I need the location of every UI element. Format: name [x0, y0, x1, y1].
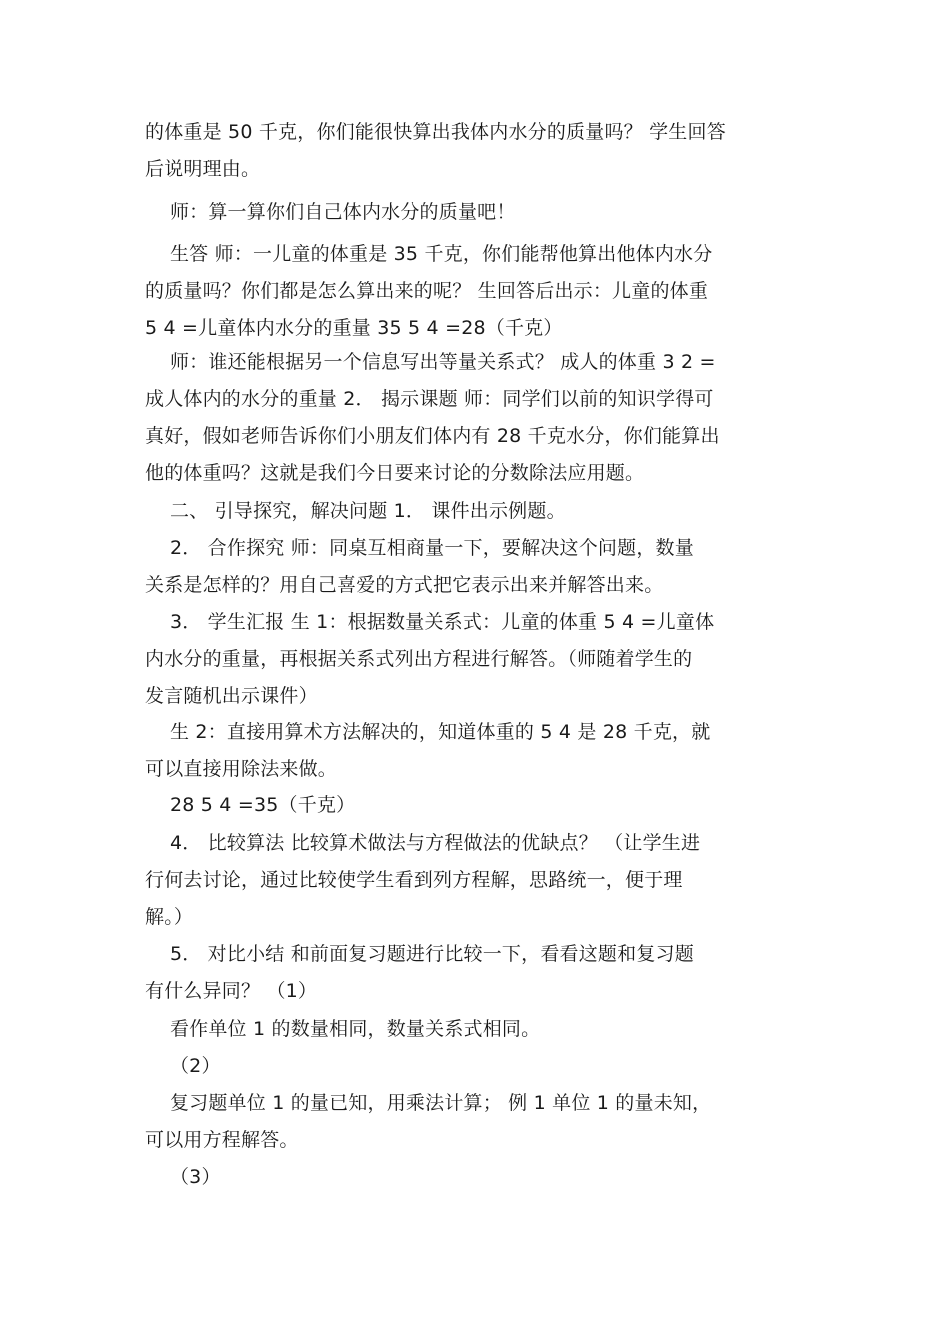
text-line: 行何去讨论，通过比较使学生看到列方程解，思路统一，便于理: [145, 869, 683, 891]
text-line: 有什么异同？ （1）: [145, 980, 318, 1002]
text-line: 看作单位 1 的数量相同，数量关系式相同。: [145, 1018, 541, 1040]
text-line: 5 4 =儿童体内水分的重量 35 5 4 =28（千克）: [145, 317, 563, 339]
text-line: 可以用方程解答。: [145, 1129, 299, 1151]
text-line: 生答 师：一儿童的体重是 35 千克，你们能帮他算出他体内水分: [145, 243, 713, 265]
text-line: （2）: [145, 1055, 221, 1077]
text-line: 复习题单位 1 的量已知，用乘法计算； 例 1 单位 1 的量未知，: [145, 1092, 712, 1114]
text-line: 3． 学生汇报 生 1：根据数量关系式：儿童的体重 5 4 =儿童体: [145, 611, 715, 633]
text-line: （3）: [145, 1166, 221, 1188]
text-line: 后说明理由。: [145, 158, 261, 180]
text-line: 的质量吗？你们都是怎么算出来的呢？ 生回答后出示：儿童的体重: [145, 280, 709, 302]
text-line: 二、 引导探究，解决问题 1． 课件出示例题。: [145, 500, 566, 522]
text-line: 4． 比较算法 比较算术做法与方程做法的优缺点？ （让学生进: [145, 832, 701, 854]
text-line: 成人体内的水分的重量 2． 揭示课题 师：同学们以前的知识学得可: [145, 388, 714, 410]
text-line: 5． 对比小结 和前面复习题进行比较一下，看看这题和复习题: [145, 943, 694, 965]
text-line: 内水分的重量，再根据关系式列出方程进行解答。（师随着学生的: [145, 648, 693, 670]
text-line: 关系是怎样的？用自己喜爱的方式把它表示出来并解答出来。: [145, 574, 664, 596]
text-line: 真好，假如老师告诉你们小朋友们体内有 28 千克水分，你们能算出: [145, 425, 720, 447]
text-line: 发言随机出示课件）: [145, 685, 318, 707]
text-line: 生 2：直接用算术方法解决的，知道体重的 5 4 是 28 千克，就: [145, 721, 711, 743]
text-line: 师：算一算你们自己体内水分的质量吧！: [145, 201, 516, 223]
text-line: 28 5 4 =35（千克）: [145, 794, 356, 816]
text-line: 可以直接用除法来做。: [145, 758, 338, 780]
text-line: 的体重是 50 千克，你们能很快算出我体内水分的质量吗？ 学生回答: [145, 121, 726, 143]
text-line: 师：谁还能根据另一个信息写出等量关系式？ 成人的体重 3 2 =: [145, 351, 716, 373]
text-line: 2． 合作探究 师：同桌互相商量一下，要解决这个问题，数量: [145, 537, 694, 559]
text-line: 他的体重吗？这就是我们今日要来讨论的分数除法应用题。: [145, 462, 645, 484]
text-line: 解。）: [145, 906, 194, 928]
